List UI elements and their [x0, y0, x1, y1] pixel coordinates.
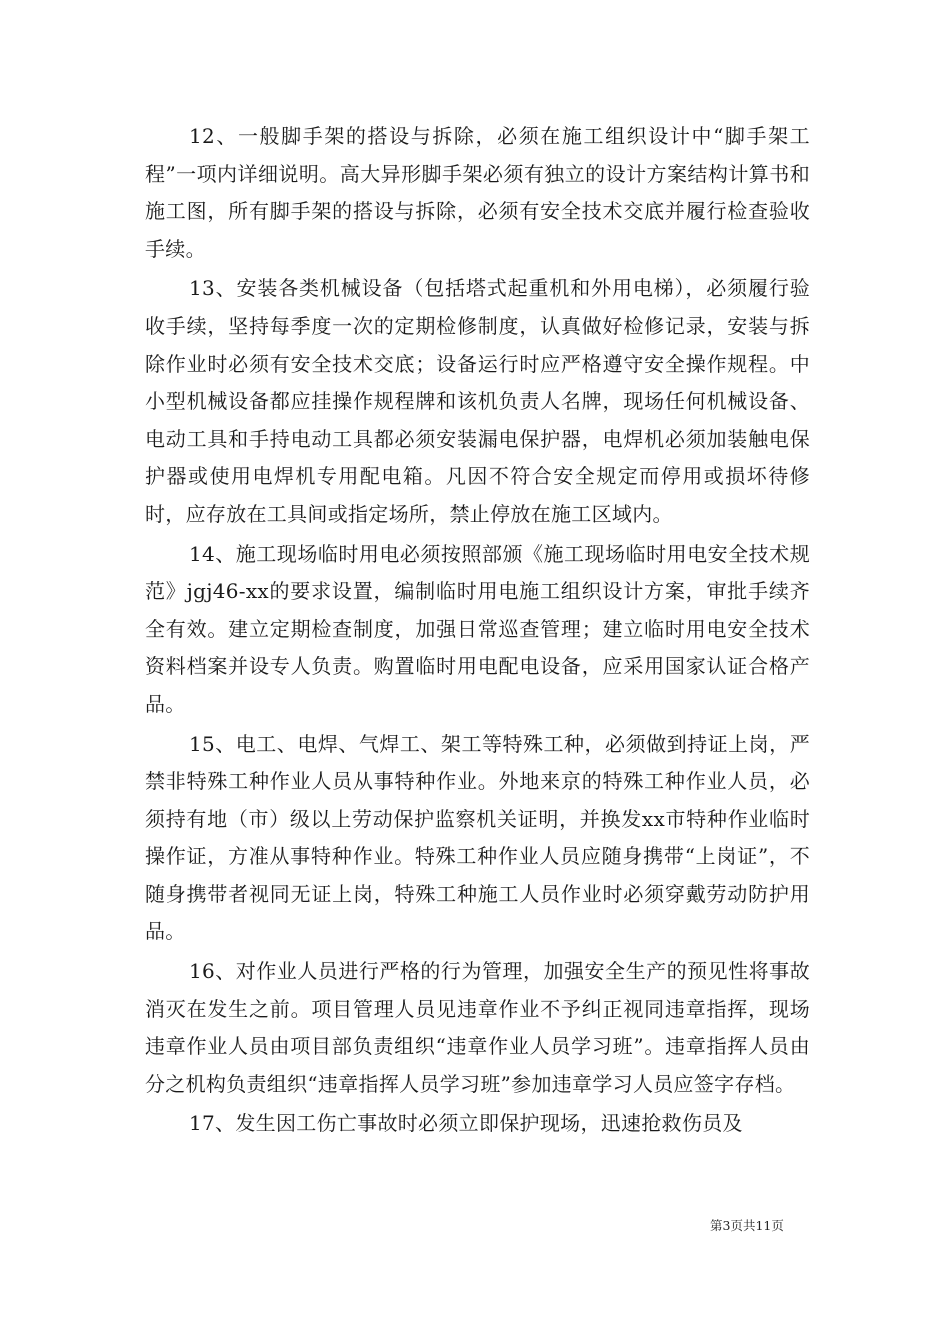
document-body: [145, 118, 810, 1145]
paragraph-16: 16、对作业人员进行严格的行为管理，加强安全生产的预见性将事故消灭在发生之前。项目管理人员见违章作业不予纠正视同违章指挥，现场违章作业人员由项目部负责组织“违章作业人员学习班”。违章指挥人员由分之机构负责组织“违章指挥人员学习班”参加违章学习人员应签字存档。: [145, 959, 810, 1096]
page-number-label: 第3页共11页: [710, 1218, 784, 1233]
paragraph-14: 14、施工现场临时用电必须按照部颁《施工现场临时用电安全技术规范》jgj46-xx的要求设置，编制临时用电施工组织设计方案，审批手续齐全有效。建立定期检查制度，加强日常巡查管理；建立临时用电安全技术资料档案并设专人负责。购置临时用电配电设备，应采用国家认证合格产品。: [145, 541, 810, 716]
paragraph-13: 13、安装各类机械设备（包括塔式起重机和外用电梯），必须履行验收手续，坚持每季度一次的定期检修制度，认真做好检修记录，安装与拆除作业时必须有安全技术交底；设备运行时应严格遵守安全操作规程。中小型机械设备都应挂操作规程牌和该机负责人名牌，现场任何机械设备、电动工具和手持电动工具都必须安装漏电保护器，电焊机必须加装触电保护器或使用电焊机专用配电箱。凡因不符合安全规定而停用或损坏待修时，应存放在工具间或指定场所，禁止停放在施工区域内。: [145, 276, 810, 526]
paragraph-15: 15、电工、电焊、气焊工、架工等特殊工种，必须做到持证上岗，严禁非特殊工种作业人员从事特种作业。外地来京的特殊工种作业人员，必须持有地（市）级以上劳动保护监察机关证明，并换发xx市特种作业临时操作证，方准从事特种作业。特殊工种作业人员应随身携带“上岗证”，不随身携带者视同无证上岗，特殊工种施工人员作业时必须穿戴劳动防护用品。: [145, 731, 810, 944]
paragraph-17: 17、发生因工伤亡事故时必须立即保护现场，迅速抢救伤员及: [189, 1111, 743, 1136]
paragraph-12: 12、一般脚手架的搭设与拆除，必须在施工组织设计中“脚手架工程”一项内详细说明。高大异形脚手架必须有独立的设计方案结构计算书和施工图，所有脚手架的搭设与拆除，必须有安全技术交底并履行检查验收手续。: [145, 124, 810, 261]
